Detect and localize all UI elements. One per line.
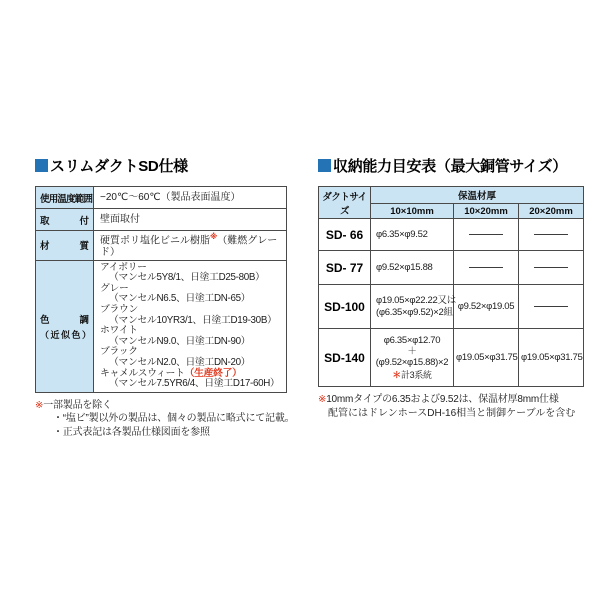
reference-mark: ※ xyxy=(210,232,218,241)
color-name: アイボリー xyxy=(100,261,147,273)
table-row xyxy=(319,187,584,204)
spec-label-color-sub: （近似色） xyxy=(40,329,93,340)
pipe-size-text: φ19.05×φ31.75 xyxy=(456,351,518,363)
footnote-text: 配管にはドレンホースDH-16相当と制御ケーブルを含む xyxy=(328,407,576,419)
color-list xyxy=(100,263,283,390)
storage-cell xyxy=(371,251,454,285)
table-row xyxy=(319,251,584,285)
storage-cell xyxy=(519,251,584,285)
storage-table xyxy=(318,186,584,387)
color-munsell-spec: （マンセルN9.0、日塗工DN-90） xyxy=(109,335,251,347)
spec-value-temp: −20℃〜60℃（製品表面温度） xyxy=(94,187,287,209)
table-row xyxy=(36,209,287,231)
storage-panel xyxy=(318,157,583,420)
color-name: ブラック xyxy=(100,346,138,358)
pipe-size-text: φ6.35×φ9.52 xyxy=(376,228,428,240)
pipe-size-text: φ9.52×φ19.05 xyxy=(457,300,515,312)
col-header: 20×20mm xyxy=(519,204,584,219)
label-char: 取 xyxy=(40,215,50,227)
color-munsell-spec: （マンセル7.5YR6/4、日塗工D17-60H） xyxy=(109,378,280,390)
label-char: 質 xyxy=(79,241,89,253)
title-square-icon xyxy=(318,159,331,172)
duct-size-cell: SD-140 xyxy=(319,329,371,387)
reference-mark: ※ xyxy=(35,399,44,411)
color-munsell-spec: （マンセル5Y8/1、日塗工D25-80B） xyxy=(109,272,265,284)
spec-value-material xyxy=(94,231,287,261)
no-value-dash xyxy=(469,267,503,268)
footnote-bullet: ・“塩ビ”製以外の製品は、個々の製品に略式にて記載。 xyxy=(53,413,295,425)
insulation-group-header: 保温材厚 xyxy=(371,187,584,204)
storage-cell xyxy=(371,329,454,387)
label-char: 色 xyxy=(40,314,50,326)
pipe-size-text: (φ6.35×φ9.52)×2組 xyxy=(376,306,453,318)
color-munsell-spec: （マンセル10YR3/1、日塗工D19-30B） xyxy=(109,314,277,326)
spec-label-color xyxy=(36,260,94,392)
no-value-dash xyxy=(534,306,568,307)
color-name: キャメルスウィート（生産終了） xyxy=(100,367,242,379)
col-header: 10×10mm xyxy=(371,204,454,219)
spec-panel xyxy=(35,157,295,439)
storage-cell xyxy=(519,219,584,251)
no-value-dash xyxy=(469,234,503,235)
duct-size-cell: SD- 77 xyxy=(319,251,371,285)
footnote-bullet: ・正式表記は各製品仕様図面を参照 xyxy=(53,426,210,438)
spec-label-temp: 使用温度範囲 xyxy=(36,187,94,209)
storage-panel-title xyxy=(318,157,583,174)
no-value-dash xyxy=(534,234,568,235)
storage-footnote xyxy=(318,393,583,420)
color-name: グレー xyxy=(100,282,129,294)
table-row xyxy=(36,260,287,392)
pipe-size-text: φ19.05×φ22.22又は xyxy=(376,295,456,307)
table-row xyxy=(319,285,584,329)
duct-size-cell: SD- 66 xyxy=(319,219,371,251)
storage-cell xyxy=(454,251,519,285)
table-row xyxy=(36,231,287,261)
storage-cell xyxy=(519,285,584,329)
pipe-size-text: φ6.35×φ12.70 xyxy=(383,334,441,346)
label-char: 付 xyxy=(79,215,89,227)
color-munsell-spec: （マンセルN2.0、日塗工DN-20） xyxy=(109,357,251,369)
spec-label-mount xyxy=(36,209,94,231)
material-grade-text: （難燃グレード） xyxy=(100,235,278,258)
storage-cell xyxy=(519,329,584,387)
pipe-size-text: (φ9.52×φ15.88)×2 xyxy=(375,357,449,369)
col-header: 10×20mm xyxy=(454,204,519,219)
cell-note: ＊計3系統 xyxy=(392,369,432,380)
storage-cell xyxy=(454,329,519,387)
footnote-text: 10mmタイプの6.35および9.52は、保温材厚8mm仕様 xyxy=(326,394,559,405)
storage-cell xyxy=(454,285,519,329)
table-row xyxy=(319,219,584,251)
label-char: 材 xyxy=(40,241,50,253)
footnote-text: 一部製品を除く xyxy=(43,399,112,411)
storage-cell xyxy=(454,219,519,251)
spec-label-material xyxy=(36,231,94,261)
color-name: ブラウン xyxy=(100,304,138,316)
spec-footnote xyxy=(35,399,295,440)
storage-cell xyxy=(371,219,454,251)
title-square-icon xyxy=(35,159,48,172)
duct-size-cell: SD-100 xyxy=(319,285,371,329)
pipe-size-text: ＋ xyxy=(407,346,417,358)
pipe-size-text: φ9.52×φ15.88 xyxy=(376,261,433,273)
no-value-dash xyxy=(534,267,568,268)
material-text: 硬質ポリ塩化ビニル樹脂 xyxy=(100,235,210,247)
asterisk-mark: ＊ xyxy=(392,369,401,380)
table-row xyxy=(36,187,287,209)
discontinued-badge: （生産終了） xyxy=(184,367,242,379)
pipe-size-text: φ19.05×φ31.75 xyxy=(521,351,583,363)
label-char: 調 xyxy=(79,314,89,326)
storage-cell xyxy=(371,285,454,329)
table-row xyxy=(319,329,584,387)
spec-title-text: スリムダクトSD仕様 xyxy=(50,158,188,175)
storage-title-text: 収納能力目安表（最大銅管サイズ） xyxy=(333,158,568,175)
spec-value-mount: 壁面取付 xyxy=(94,209,287,231)
color-munsell-spec: （マンセルN6.5、日塗工DN-65） xyxy=(109,293,251,305)
reference-mark: ※ xyxy=(318,394,327,405)
color-name: ホワイト xyxy=(100,325,138,337)
spec-value-colors xyxy=(94,260,287,392)
spec-panel-title xyxy=(35,157,287,174)
spec-table xyxy=(35,186,287,393)
duct-size-header: ダクトサイズ xyxy=(319,187,371,219)
